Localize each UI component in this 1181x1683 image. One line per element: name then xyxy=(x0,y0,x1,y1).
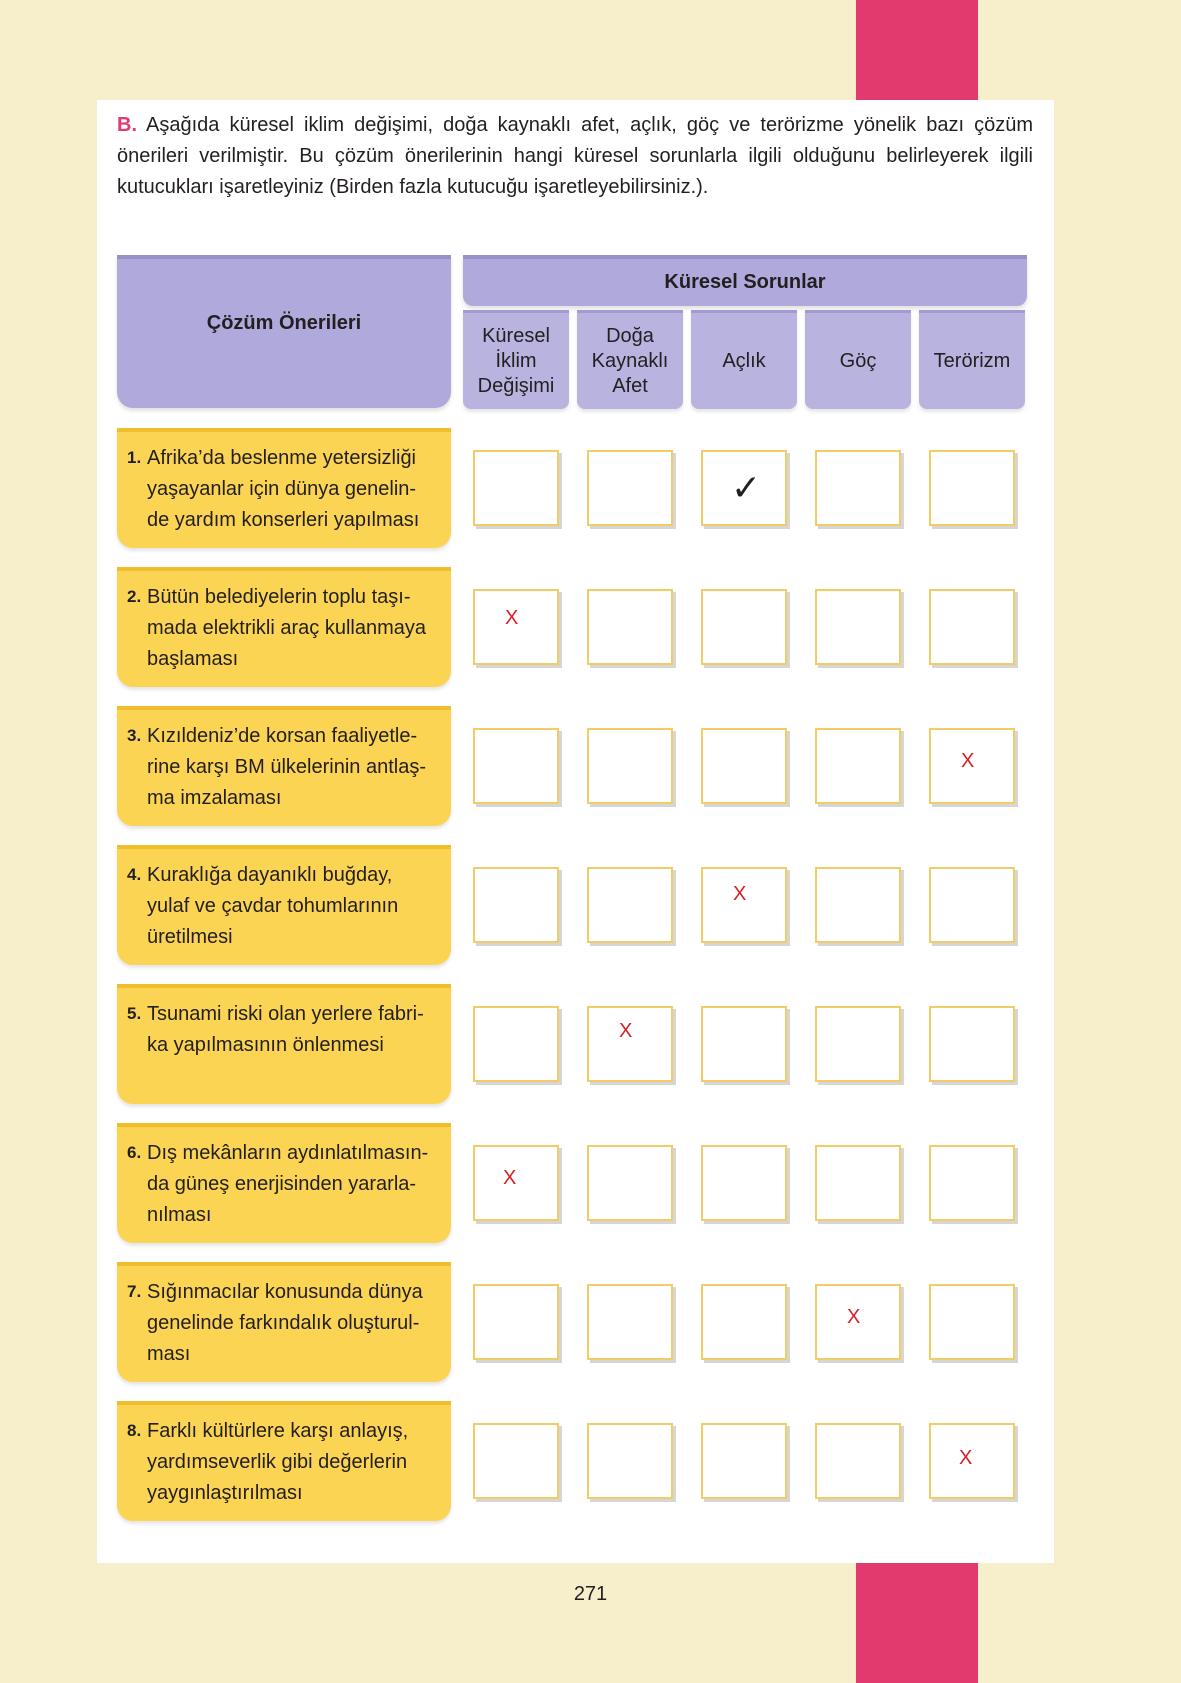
checkbox-terrorism[interactable] xyxy=(929,1423,1015,1499)
solution-text: Afrika’da beslenme yetersizliği yaşayanlar için dünya genelin- de yardım konserleri yapılması xyxy=(147,447,420,531)
checkbox-natural-disaster[interactable] xyxy=(587,1284,673,1360)
checkbox-hunger[interactable] xyxy=(701,589,787,665)
solution-card xyxy=(117,1123,451,1243)
solution-number: 1. xyxy=(127,448,142,467)
solution-text: Farklı kültürlere karşı anlayış, yardımseverlik gibi değerlerin yaygınlaştırılması xyxy=(147,1420,409,1504)
solution-text: Tsunami riski olan yerlere fabri- ka yapılmasının önlenmesi xyxy=(147,1003,424,1056)
checkbox-terrorism[interactable] xyxy=(929,867,1015,943)
checkbox-climate[interactable] xyxy=(473,1423,559,1499)
checkbox-migration[interactable] xyxy=(815,1423,901,1499)
checkbox-migration[interactable] xyxy=(815,589,901,665)
worksheet xyxy=(97,100,1054,1563)
checkbox-terrorism[interactable] xyxy=(929,450,1015,526)
solution-card xyxy=(117,706,451,826)
checkbox-climate[interactable] xyxy=(473,728,559,804)
check-mark-icon: ✓ xyxy=(731,467,762,508)
problems-header-label: Küresel Sorunlar xyxy=(664,271,826,293)
checkbox-hunger[interactable] xyxy=(701,1423,787,1499)
checkbox-natural-disaster[interactable] xyxy=(587,1145,673,1221)
x-mark: X xyxy=(503,1167,517,1189)
checkbox-natural-disaster[interactable] xyxy=(587,1423,673,1499)
checkbox-hunger[interactable] xyxy=(701,728,787,804)
solution-text: Kızıldeniz’de korsan faaliyetle- rine karşı BM ülkelerinin antlaş- ma imzalaması xyxy=(147,725,426,809)
solution-card xyxy=(117,1262,451,1382)
checkbox-natural-disaster[interactable] xyxy=(587,450,673,526)
checkbox-hunger[interactable] xyxy=(701,450,787,526)
checkbox-climate[interactable] xyxy=(473,589,559,665)
intro-paragraph xyxy=(117,110,1033,203)
solution-card xyxy=(117,845,451,965)
checkbox-migration[interactable] xyxy=(815,867,901,943)
table-row xyxy=(117,706,1053,826)
checkbox-terrorism[interactable] xyxy=(929,1006,1015,1082)
solution-text: Dış mekânların aydınlatılmasın- da güneş enerjisinden yararla- nılması xyxy=(147,1142,429,1226)
solution-number: 7. xyxy=(127,1282,142,1301)
column-header-natural-disaster: Doğa Kaynaklı Afet xyxy=(577,310,683,409)
column-header-climate: Küresel İklim Değişimi xyxy=(463,310,569,409)
page-number: 271 xyxy=(573,1583,608,1605)
checkbox-climate[interactable] xyxy=(473,1006,559,1082)
pink-tab-top xyxy=(856,0,978,102)
x-mark: X xyxy=(847,1306,861,1328)
checkbox-natural-disaster[interactable] xyxy=(587,1006,673,1082)
checkbox-natural-disaster[interactable] xyxy=(587,589,673,665)
pink-tab-bottom xyxy=(856,1563,978,1683)
solution-number: 8. xyxy=(127,1421,142,1440)
solution-text: Kuraklığa dayanıklı buğday, yulaf ve çavdar tohumlarının üretilmesi xyxy=(147,864,399,948)
table-row xyxy=(117,1262,1053,1382)
solution-number: 2. xyxy=(127,587,142,606)
x-mark: X xyxy=(733,883,747,905)
solution-card xyxy=(117,428,451,548)
column-header-terrorism: Terörizm xyxy=(919,310,1025,409)
solution-number: 3. xyxy=(127,726,142,745)
x-mark: X xyxy=(505,607,519,629)
table-row xyxy=(117,984,1053,1104)
solution-card xyxy=(117,1401,451,1521)
solution-text: Bütün belediyelerin toplu taşı- mada elektrikli araç kullanmaya başlaması xyxy=(147,586,427,670)
checkbox-hunger[interactable] xyxy=(701,867,787,943)
x-mark: X xyxy=(959,1447,973,1469)
table-row xyxy=(117,428,1053,548)
checkbox-climate[interactable] xyxy=(473,450,559,526)
checkbox-climate[interactable] xyxy=(473,867,559,943)
checkbox-terrorism[interactable] xyxy=(929,589,1015,665)
checkbox-migration[interactable] xyxy=(815,1284,901,1360)
table-row xyxy=(117,845,1053,965)
solution-number: 6. xyxy=(127,1143,142,1162)
checkbox-hunger[interactable] xyxy=(701,1284,787,1360)
x-mark: X xyxy=(961,750,975,772)
checkbox-migration[interactable] xyxy=(815,450,901,526)
checkbox-migration[interactable] xyxy=(815,1006,901,1082)
checkbox-hunger[interactable] xyxy=(701,1145,787,1221)
solution-number: 4. xyxy=(127,865,142,884)
column-header-migration: Göç xyxy=(805,310,911,409)
checkbox-climate[interactable] xyxy=(473,1145,559,1221)
solutions-header xyxy=(117,255,451,408)
solution-card xyxy=(117,984,451,1104)
checkbox-climate[interactable] xyxy=(473,1284,559,1360)
intro-text: Aşağıda küresel iklim değişimi, doğa kaynaklı afet, açlık, göç ve terörizme yönelik bazı çözüm önerileri verilmiştir. Bu çözüm önerilerinin hangi küresel sorunlarla ilgili olduğunu belirleyerek ilgili kutucukları işaretleyiniz (Birden fazla kutucuğu işaretleyebilirsiniz.). xyxy=(117,114,1033,198)
solution-number: 5. xyxy=(127,1004,142,1023)
checkbox-migration[interactable] xyxy=(815,728,901,804)
checkbox-hunger[interactable] xyxy=(701,1006,787,1082)
checkbox-natural-disaster[interactable] xyxy=(587,867,673,943)
checkbox-terrorism[interactable] xyxy=(929,1284,1015,1360)
solutions-header-label: Çözüm Önerileri xyxy=(206,312,362,334)
table-row xyxy=(117,1123,1053,1243)
x-mark: X xyxy=(619,1020,633,1042)
solution-text: Sığınmacılar konusunda dünya genelinde farkındalık oluşturul- ması xyxy=(147,1281,423,1365)
solution-card xyxy=(117,567,451,687)
problems-header xyxy=(463,255,1027,306)
section-letter: B. xyxy=(117,114,137,136)
column-header-hunger: Açlık xyxy=(691,310,797,409)
table-row xyxy=(117,1401,1053,1521)
table-row xyxy=(117,567,1053,687)
checkbox-migration[interactable] xyxy=(815,1145,901,1221)
checkbox-natural-disaster[interactable] xyxy=(587,728,673,804)
checkbox-terrorism[interactable] xyxy=(929,728,1015,804)
checkbox-terrorism[interactable] xyxy=(929,1145,1015,1221)
